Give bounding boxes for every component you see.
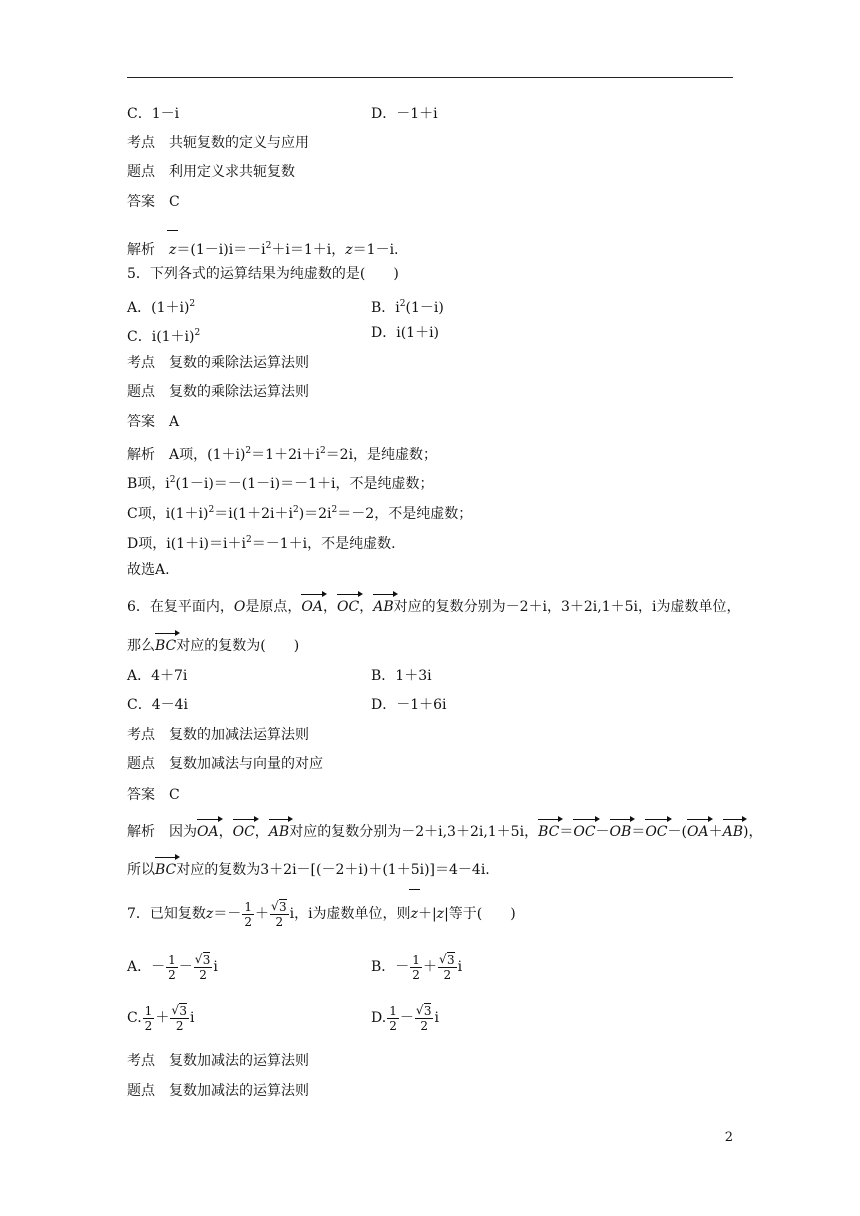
q6-analysis-line2: [127, 860, 490, 880]
fraction-sqrt3-half: [270, 900, 289, 929]
opt-text: A．－: [127, 959, 166, 975]
q4-option-c: C．1－i: [127, 106, 180, 122]
analysis-part: 对应的复数分别为－2＋i,3＋2i,1＋5i，: [289, 824, 539, 840]
kaodian-text: 复数的乘除法运算法则: [169, 355, 309, 371]
analysis-part: ＝(1－i)i＝－i: [176, 242, 266, 258]
stem-part: i: [289, 906, 295, 922]
sup: 2: [208, 505, 215, 515]
analysis-part: 因为: [169, 824, 197, 840]
fraction-sqrt3-half: [415, 1004, 434, 1033]
var-z: z: [436, 906, 445, 922]
frac-num: [170, 1004, 189, 1019]
radicand: 3: [423, 1003, 432, 1018]
vector-bc: BC: [155, 638, 177, 654]
fraction-sqrt3-half: [194, 953, 213, 982]
analysis-part: ，: [254, 824, 269, 840]
fraction-one-half: [143, 1004, 155, 1033]
analysis-label: 解析: [127, 242, 155, 258]
q7-tidian: [127, 1081, 309, 1101]
tidian-text: 复数加减法的运算法则: [169, 1083, 309, 1099]
stem-part: |等于( ): [444, 906, 516, 922]
tidian-text: 利用定义求共轭复数: [169, 164, 295, 180]
q6-kaodian: [127, 725, 309, 745]
analysis-part: ＝－1＋i，不是纯虚数.: [251, 536, 396, 552]
sqrt-sign: [440, 953, 455, 967]
sup: 2: [245, 535, 252, 545]
fraction-one-half: [242, 900, 254, 929]
q6-option-b: B．1＋3i: [371, 668, 432, 684]
sup: 2: [189, 299, 196, 309]
answer-label: 答案: [127, 787, 155, 803]
var-o: O: [233, 599, 246, 615]
q7-option-c: [127, 1003, 194, 1033]
q4-answer: [127, 192, 180, 212]
radicand: 3: [278, 899, 287, 914]
q5-conclusion: 故选A.: [127, 562, 170, 578]
answer-text: C: [169, 787, 180, 803]
sup: 2: [245, 446, 252, 456]
analysis-part: 对应的复数为3＋2i－[(－2＋i)＋(1＋5i)]＝4－4i.: [176, 862, 490, 878]
analysis-part: ＝－2，不是纯虚数；: [337, 506, 473, 522]
var-z: z: [205, 906, 214, 922]
sup: 2: [265, 241, 272, 251]
kaodian-text: 复数加减法的运算法则: [169, 1053, 309, 1069]
answer-text: C: [169, 194, 180, 210]
opt-text: i: [189, 1010, 195, 1026]
tidian-label: 题点: [127, 756, 155, 772]
stem-part: ＝－: [213, 906, 242, 922]
vector-ab: AB: [373, 599, 394, 615]
tidian-text: 复数的乘除法运算法则: [169, 384, 309, 400]
tidian-label: 题点: [127, 384, 155, 400]
analysis-part: B项，i: [127, 476, 170, 492]
conj-z: z: [169, 238, 176, 260]
opt-text: ＋: [422, 959, 437, 975]
opt-text: i: [457, 959, 463, 975]
opt-text: ＋: [155, 1010, 170, 1026]
analysis-part: 所以: [127, 862, 155, 878]
vector-bc: BC: [155, 862, 177, 878]
q6-stem-line1: [127, 597, 741, 617]
frac-num: [415, 1004, 434, 1019]
vector-bc: BC: [538, 824, 560, 840]
q7-option-d: [371, 1003, 439, 1033]
radicand: 3: [202, 952, 211, 967]
sup: 2: [292, 505, 299, 515]
stem-part: 是原点，: [245, 599, 302, 615]
analysis-part: C项，i(1＋i): [127, 506, 209, 522]
analysis-part: A项，(1＋i): [169, 447, 246, 463]
q5-answer: [127, 412, 179, 432]
vector-ob: OB: [609, 824, 632, 840]
opt-text: D.: [371, 1010, 387, 1026]
opt-text: B．i: [371, 300, 400, 316]
answer-label: 答案: [127, 414, 155, 430]
opt-text: i: [434, 1010, 439, 1026]
opt-text: －: [399, 1010, 414, 1026]
q5-option-d: D．i(1＋i): [371, 325, 440, 341]
page-number: 2: [724, 1130, 733, 1145]
sqrt-sign: [196, 953, 211, 967]
q6-tidian: [127, 754, 323, 774]
frac-num: [438, 953, 457, 968]
frac-den: 2: [420, 1018, 428, 1033]
stem-part: 那么: [127, 638, 155, 654]
frac-num: 1: [144, 1003, 153, 1018]
q4-kaodian: [127, 133, 309, 153]
stem-part: 7．已知复数: [127, 906, 206, 922]
radicand: 3: [446, 952, 455, 967]
kaodian-label: 考点: [127, 355, 155, 371]
q5-stem: 5．下列各式的运算结果为纯虚数的是( ): [127, 266, 399, 282]
vector-oc: OC: [645, 824, 668, 840]
frac-den: 2: [244, 914, 252, 929]
stem-part: ＋: [254, 906, 269, 922]
analysis-part: D项，i(1＋i)＝i＋i: [127, 536, 246, 552]
q5-option-c: [127, 323, 200, 347]
opt-text: (1－i): [405, 300, 444, 316]
answer-label: 答案: [127, 194, 155, 210]
vector-oa: OA: [686, 824, 709, 840]
q7-kaodian: [127, 1051, 309, 1071]
analysis-part: ＝1＋2i＋i: [251, 447, 320, 463]
var-z: z: [345, 242, 353, 258]
frac-num: 1: [412, 952, 420, 967]
sqrt-sign: [417, 1004, 432, 1018]
frac-num: [194, 953, 213, 968]
q7-stem: [127, 897, 516, 929]
answer-text: A: [169, 414, 180, 430]
analysis-part: )＝2i: [298, 506, 332, 522]
frac-den: 2: [168, 967, 176, 982]
vector-ab: AB: [722, 824, 743, 840]
analysis-part: ＝: [559, 824, 574, 840]
q5-analysis-line2: [127, 470, 434, 494]
analysis-part: －: [595, 824, 610, 840]
q4-option-d: D．－1＋i: [371, 106, 438, 122]
analysis-part: ＋i＝1＋i，: [271, 242, 346, 258]
stem-part: ，: [323, 599, 337, 615]
stem-part: 对应的复数为( ): [176, 638, 300, 654]
fraction-one-half: [410, 953, 422, 982]
tidian-text: 复数加减法与向量的对应: [169, 756, 323, 772]
sup: 2: [194, 328, 201, 338]
stem-part: ，: [359, 599, 374, 615]
q4-tidian: [127, 162, 295, 182]
stem-part: ，i为虚数单位，则: [294, 906, 411, 922]
analysis-part: )，: [742, 824, 763, 840]
sqrt-sign: [272, 900, 287, 914]
frac-num: 1: [168, 952, 176, 967]
vector-oc: OC: [573, 824, 596, 840]
q5-option-b: [371, 294, 444, 318]
stem-part: 6．在复平面内，: [127, 599, 234, 615]
fraction-one-half: [387, 1004, 399, 1033]
vector-oc: OC: [232, 824, 255, 840]
fraction-one-half: [166, 953, 178, 982]
analysis-part: ＋: [708, 824, 723, 840]
kaodian-label: 考点: [127, 727, 155, 743]
frac-den: 2: [199, 967, 207, 982]
q6-option-a: A．4＋7i: [127, 668, 188, 684]
vector-oa: OA: [197, 824, 219, 840]
vector-oc: OC: [337, 599, 360, 615]
q7-option-a: [127, 952, 218, 982]
q4-analysis: [127, 236, 399, 260]
kaodian-text: 复数的加减法运算法则: [169, 727, 309, 743]
analysis-part: ＝2i，是纯虚数；: [325, 447, 438, 463]
radicand: 3: [179, 1003, 187, 1018]
kaodian-label: 考点: [127, 1053, 155, 1069]
opt-text: i: [213, 959, 218, 975]
q5-analysis-line3: [127, 500, 472, 524]
frac-den: 2: [144, 1018, 153, 1033]
sqrt-sign: [172, 1004, 187, 1018]
sup: 2: [399, 299, 406, 309]
frac-den: 2: [389, 1018, 397, 1033]
q6-option-c: C．4－4i: [127, 697, 189, 713]
frac-num: [270, 900, 289, 915]
q6-stem-line2: [127, 636, 299, 656]
conj-z: z: [411, 897, 418, 929]
stem-part: ＋|: [417, 906, 437, 922]
q5-analysis-line1: [127, 441, 437, 465]
header-rule: [127, 77, 733, 78]
q6-option-d: D．－1＋6i: [371, 697, 447, 713]
q5-option-a: [127, 294, 195, 318]
analysis-part: ＝1－i.: [352, 242, 399, 258]
analysis-part: ＝: [631, 824, 646, 840]
q6-analysis-line1: [127, 822, 762, 842]
analysis-part: ＝i(1＋2i＋i: [214, 506, 293, 522]
frac-den: 2: [175, 1018, 184, 1033]
fraction-sqrt3-half: [438, 953, 457, 982]
kaodian-label: 考点: [127, 135, 155, 151]
opt-text: A．(1＋i): [127, 300, 190, 316]
tidian-label: 题点: [127, 164, 155, 180]
vector-ab: AB: [268, 824, 290, 840]
opt-text: C.: [127, 1010, 142, 1026]
q5-tidian: [127, 382, 309, 402]
opt-text: C．i(1＋i): [127, 329, 195, 345]
frac-num: 1: [389, 1003, 397, 1018]
vector-oa: OA: [301, 599, 323, 615]
frac-den: 2: [275, 914, 284, 929]
q5-analysis-line4: [127, 530, 396, 554]
analysis-part: ，: [218, 824, 233, 840]
stem-part: 对应的复数分别为－2＋i，3＋2i,1＋5i，i为虚数单位，: [393, 599, 741, 615]
kaodian-text: 共轭复数的定义与应用: [169, 135, 309, 151]
q7-option-b: [371, 952, 462, 982]
tidian-label: 题点: [127, 1083, 155, 1099]
analysis-part: (1－i)＝－(1－i)＝－1＋i，不是纯虚数；: [175, 476, 434, 492]
opt-text: －: [178, 959, 193, 975]
analysis-label: 解析: [127, 824, 155, 840]
analysis-part: －(: [667, 824, 687, 840]
analysis-label: 解析: [127, 447, 155, 463]
frac-den: 2: [443, 967, 452, 982]
fraction-sqrt3-half: [170, 1004, 189, 1033]
frac-num: 1: [244, 899, 252, 914]
sup: 2: [331, 505, 338, 515]
q6-answer: [127, 785, 180, 805]
opt-text: B．－: [371, 959, 410, 975]
q5-kaodian: [127, 353, 309, 373]
frac-den: 2: [412, 967, 420, 982]
sup: 2: [169, 475, 176, 485]
sup: 2: [319, 446, 326, 456]
